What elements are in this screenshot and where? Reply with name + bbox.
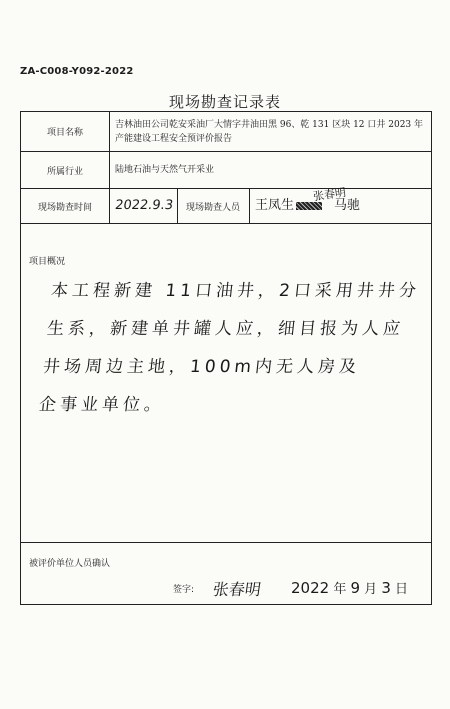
overview-line: 生系，新建单井罐人应，细目报为人应 [45,319,406,339]
date-month: 9 [350,579,361,597]
survey-time-label: 现场勘查时间 [37,202,92,213]
industry-value: 陆地石油与天然气开采业 [115,165,215,175]
date-year: 2022 [291,579,330,597]
surveyor-extra-signature: 张春明 [312,185,347,204]
sign-date [291,578,408,597]
overview-line: 企事业单位。 [37,395,167,415]
overview-text [37,272,433,424]
confirmation-divider [21,542,431,543]
project-name-value: 吉林油田公司乾安采油厂大情字井油田黑 96、乾 131 区块 12 口井 2023 年产能建设工程安全预评价报告 [115,119,424,144]
document-title: 现场勘查记录表 [168,93,281,111]
surveyor-label: 现场勘查人员 [185,202,240,213]
overview-line: 井场周边主地，100m内无人房及 [41,357,362,377]
date-day-unit: 日 [395,582,409,597]
surveyor-name-1: 王凤生 [255,198,295,213]
industry-row [21,152,431,189]
confirmation-label: 被评价单位人员确认 [29,559,111,569]
date-year-unit: 年 [333,582,347,597]
overview-line: 本工程新建 11口油井，2口采用井井分 [49,281,421,301]
industry-label: 所属行业 [46,166,83,177]
survey-time-value: 2022.9.3 [114,198,175,213]
survey-form [20,111,432,605]
surveyor-name-2: 马驰 [334,198,361,213]
overview-label: 项目概况 [29,257,66,267]
project-name-label: 项目名称 [46,128,83,138]
signature: 张春明 [211,580,263,599]
project-name-row [21,112,431,152]
date-month-unit: 月 [364,582,378,597]
sign-label: 签字: [173,585,195,595]
date-day: 3 [381,579,391,597]
survey-time-row [21,185,431,224]
document-code: ZA-C008-Y092-2022 [20,66,134,77]
